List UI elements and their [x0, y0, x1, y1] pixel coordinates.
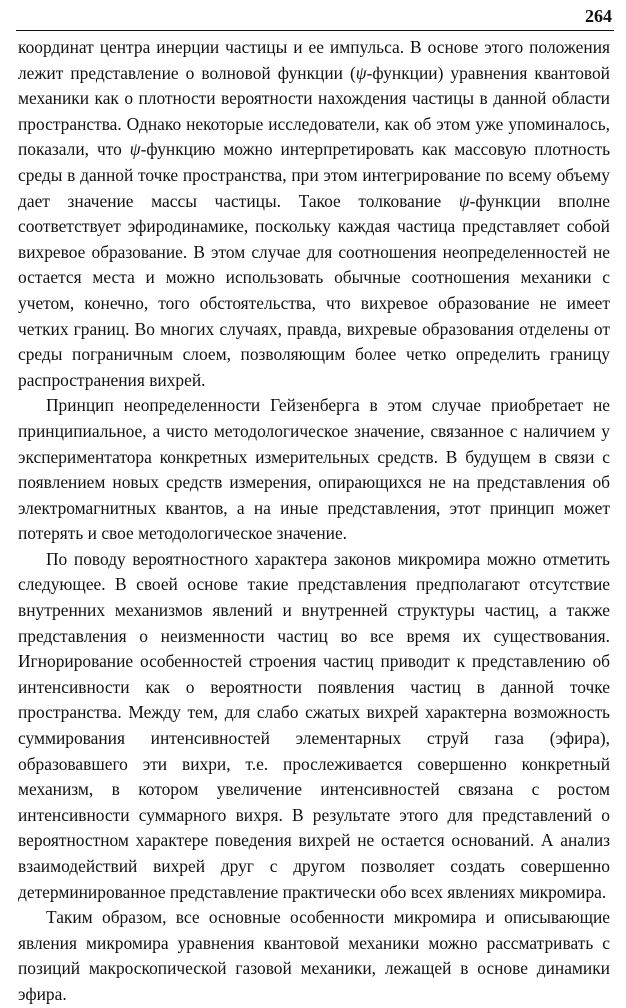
paragraph-1-text: -функцию можно интерпретировать как массовую плотность среды в данной точке пространства, при этом интегрирование по всему объему дает значение массы частицы. Такое толкование [18, 139, 611, 211]
psi-symbol: ψ [458, 190, 470, 211]
paragraph-3 [18, 547, 610, 905]
paragraph-2 [18, 393, 610, 547]
paragraph-2-text: Принцип неопределенности Гейзенберга в этом случае приобретает не принципиальное, а чисто методологическое значение, связанное с наличием у экспериментатора конкретных измерительных средств. В будущем в связи с появлением новых средств измерения, опирающихся не на представления об электромагнитных квантов, а на иные представления, этот принцип может потерять и свое методологическое значение. [18, 395, 610, 544]
psi-symbol: ψ [355, 62, 367, 83]
paragraph-1-text: -функции вполне соответствует эфиродинамике, поскольку каждая частица представляет собой вихревое образование. В этом случае для соотношения неопределенностей не остается места и можно использовать обычные соотношения механики с учетом, конечно, того обстоятельства, что вихревое образование не имеет четких границ. Во многих случаях, правда, вихревые образования отделены от среды пограничным слоем, позволяющим более четко определить границу распространения вихрей. [18, 190, 610, 390]
paragraph-1-text: координат центра инерции частицы и ее импульса. В основе этого положения лежит представление о волновой функции ( [18, 37, 610, 83]
body-text [18, 35, 610, 1008]
paragraph-4 [18, 905, 610, 1007]
page-number: 264 [585, 6, 612, 26]
paragraph-1-text: -функции) уравнения квантовой механики как о плотности вероятности нахождения частицы в данной области пространства. Однако некоторые исследователи, как об этом уже упоминалось, показали, что [18, 62, 610, 160]
paragraph-3-text: По поводу вероятностного характера законов микромира можно отметить следующее. В своей основе такие представления предполагают отсутствие внутренних механизмов явлений и внутренней структуры частиц, а также представления о неизменности частиц во все время их существования. Игнорирование особенностей строения частиц приводит к представлению об интенсивности как о вероятности появления частиц в данной точке пространства. Между тем, для слабо сжатых вихрей характерна возможность суммирования интенсивностей элементарных струй газа (эфира), образовавшего эти вихри, т.е. прослеживается совершенно конкретный механизм, в котором увеличение интенсивностей связана с ростом интенсивности суммарного вихря. В результате этого для представлений о вероятностном характере поведения вихрей не остается оснований. А анализ взаимодействий вихрей друг с другом позволяет создать совершенно детерминированное представление практически обо всех явлениях микромира. [18, 548, 610, 902]
psi-symbol: ψ [129, 139, 141, 160]
header-rule [16, 30, 614, 31]
paragraph-1 [18, 35, 610, 393]
paragraph-4-text: Таким образом, все основные особенности микромира и описывающие явления микромира уравнения квантовой механики можно рассматривать с позиций макроскопической газовой механики, лежащей в основе динамики эфира. [18, 907, 610, 1004]
